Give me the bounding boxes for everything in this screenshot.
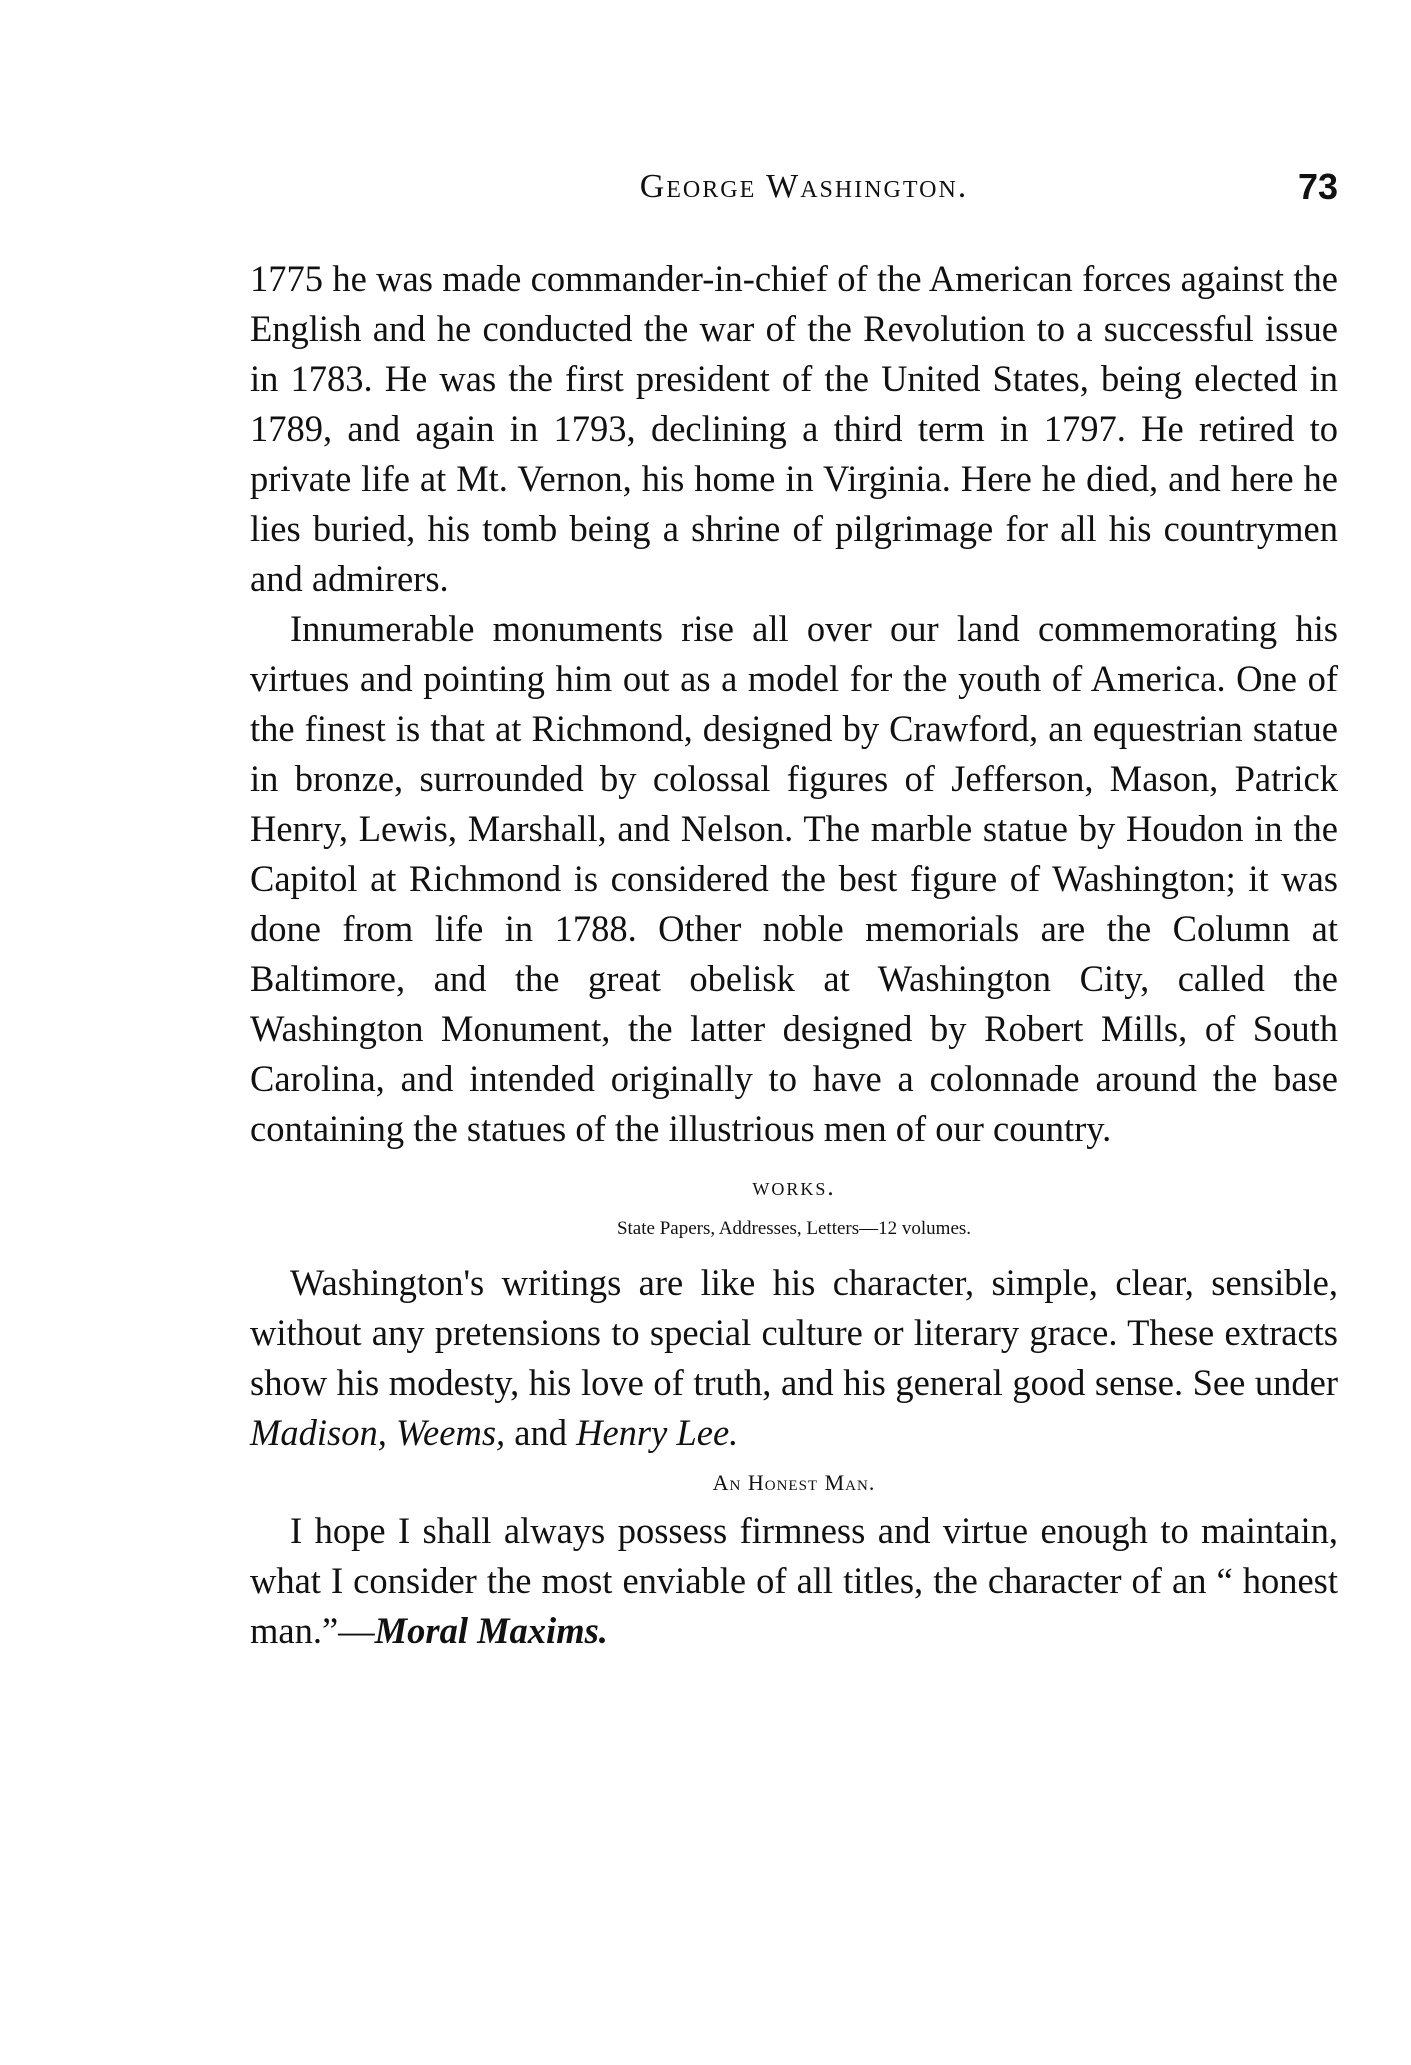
writings-text: Washington's writings are like his character, simple, clear, sensible, without any pretensions to special culture or literary grace. These extracts show his modesty, his love of truth, and his general good sense. See under — [250, 1262, 1338, 1403]
ref-weems: Weems, — [396, 1412, 506, 1453]
works-heading: works. — [752, 1174, 836, 1201]
ref-henry-lee: Henry Lee. — [576, 1412, 739, 1453]
quote-text: I hope I shall always possess firmness and virtue enough to maintain, what I consider the most enviable of all titles, the character of an “ honest man.”— — [250, 1510, 1338, 1651]
works-subtitle: State Papers, Addresses, Letters—12 volumes. — [616, 1218, 972, 1239]
paragraph-quote — [250, 1506, 1338, 1656]
paragraph-writings — [250, 1258, 1338, 1458]
paragraph-biography: 1775 he was made commander-in-chief of the American forces against the English and he conducted the war of the Revolution to a successful issue in 1783. He was the first president of the United States, being elected in 1789, and again in 1793, declining a third term in 1797. He retired to private life at Mt. Vernon, his home in Virginia. Here he died, and here he lies buried, his tomb being a shrine of pilgrimage for all his countrymen and admirers. — [250, 258, 1338, 599]
section-heading: An Honest Man. — [712, 1470, 876, 1495]
ref-joiner: and — [505, 1412, 577, 1453]
running-title: George Washington. — [639, 168, 969, 205]
page-number: 73 — [1297, 166, 1338, 207]
paragraph-monuments: Innumerable monuments rise all over our land commemorating his virtues and pointing him out as a model for the youth of America. One of the finest is that at Richmond, designed by Crawford, an equestrian statue in bronze, surrounded by colossal figures of Jefferson, Mason, Patrick Henry, Lewis, Marshall, and Nelson. The marble statue by Houdon in the Capitol at Richmond is considered the best figure of Washington; it was done from life in 1788. Other noble memorials are the Column at Baltimore, and the great obelisk at Washington City, called the Washington Monument, the latter designed by Robert Mills, of South Carolina, and intended originally to have a colonnade around the base containing the statues of the illustrious men of our country. — [250, 608, 1338, 1149]
ref-madison: Madison, — [250, 1412, 387, 1453]
running-head — [250, 168, 1338, 216]
text-body — [250, 254, 1338, 1656]
quote-source: Moral Maxims. — [374, 1610, 608, 1651]
